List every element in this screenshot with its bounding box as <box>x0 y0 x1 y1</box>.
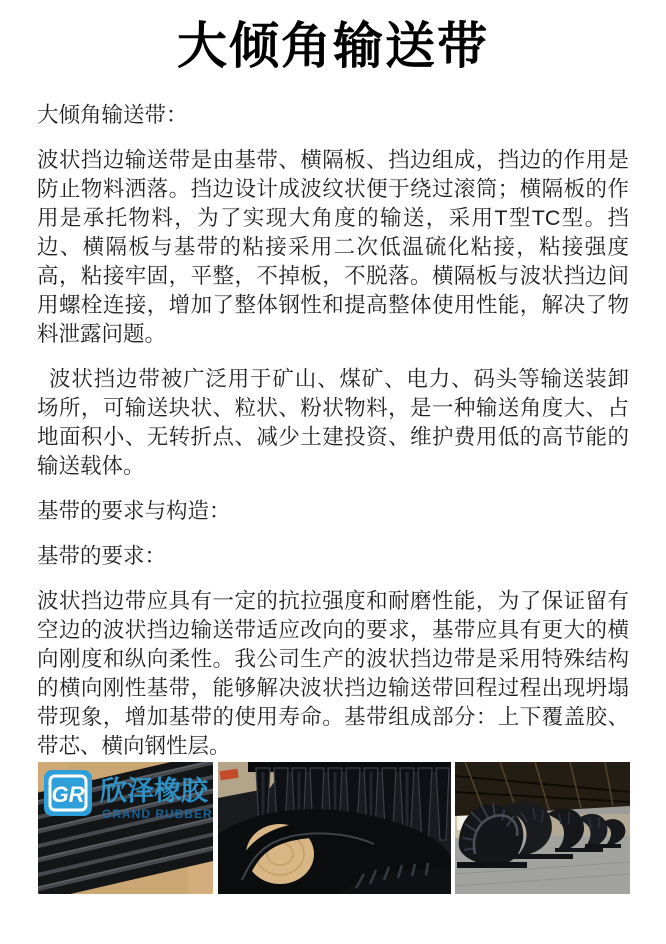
logo-gr-monogram: GR <box>51 782 85 807</box>
page-title: 大倾角输送带 <box>177 18 489 74</box>
paragraph-applications: 波状挡边带被广泛用于矿山、煤矿、电力、码头等输送装卸场所，可输送块状、粒状、粉状物料，是一种输送角度大、占地面积小、无转折点、减少土建投资、维护费用低的高节能的输送载体。 <box>37 367 629 478</box>
brand-watermark <box>44 770 213 821</box>
intro-label: 大倾角输送带： <box>37 103 188 127</box>
brand-name-english: GRAND RUBBER <box>102 807 213 821</box>
heading-base-belt-requirements: 基带的要求： <box>37 544 167 568</box>
photo-corrugated-belt-mat <box>38 762 213 894</box>
paragraph-composition: 波状挡边输送带是由基带、横隔板、挡边组成，挡边的作用是防止物料洒落。挡边设计成波纹状便于绕过滚筒；横隔板的作用是承托物料，为了实现大角度的输送，采用T型TC型。挡边、横隔板与基带的粘接采用二次低温硫化粘接，粘接强度高，粘接牢固，平整，不掉板，不脱落。横隔板与波状挡边间用螺栓连接，增加了整体钢性和提高整体使用性能，解决了物料泄露问题。 <box>37 148 629 346</box>
photo-factory-belt-rows <box>455 762 630 894</box>
article-body <box>0 101 666 761</box>
document-page <box>0 14 666 944</box>
product-photo-gallery <box>38 762 630 894</box>
corrugated-belt-mat-image <box>38 762 213 894</box>
heading-base-belt-requirements-structure: 基带的要求与构造： <box>37 499 231 523</box>
paragraph-base-belt: 波状挡边带应具有一定的抗拉强度和耐磨性能，为了保证留有空边的波状挡边输送带适应改向的要求，基带应具有更大的横向刚度和纵向柔性。我公司生产的波状挡边带是采用特殊结构的横向刚性基带，能够解决波状挡边输送带回程过程出现坍塌带现象，增加基带的使用寿命。基带组成部分：上下覆盖胶、带芯、横向钢性层。 <box>37 589 629 758</box>
photo-sidewall-belt-loop <box>218 762 451 894</box>
brand-name-chinese: 欣泽橡胶 <box>100 776 208 806</box>
factory-belt-rows-image <box>455 762 630 894</box>
sidewall-belt-loop-image <box>218 762 451 894</box>
